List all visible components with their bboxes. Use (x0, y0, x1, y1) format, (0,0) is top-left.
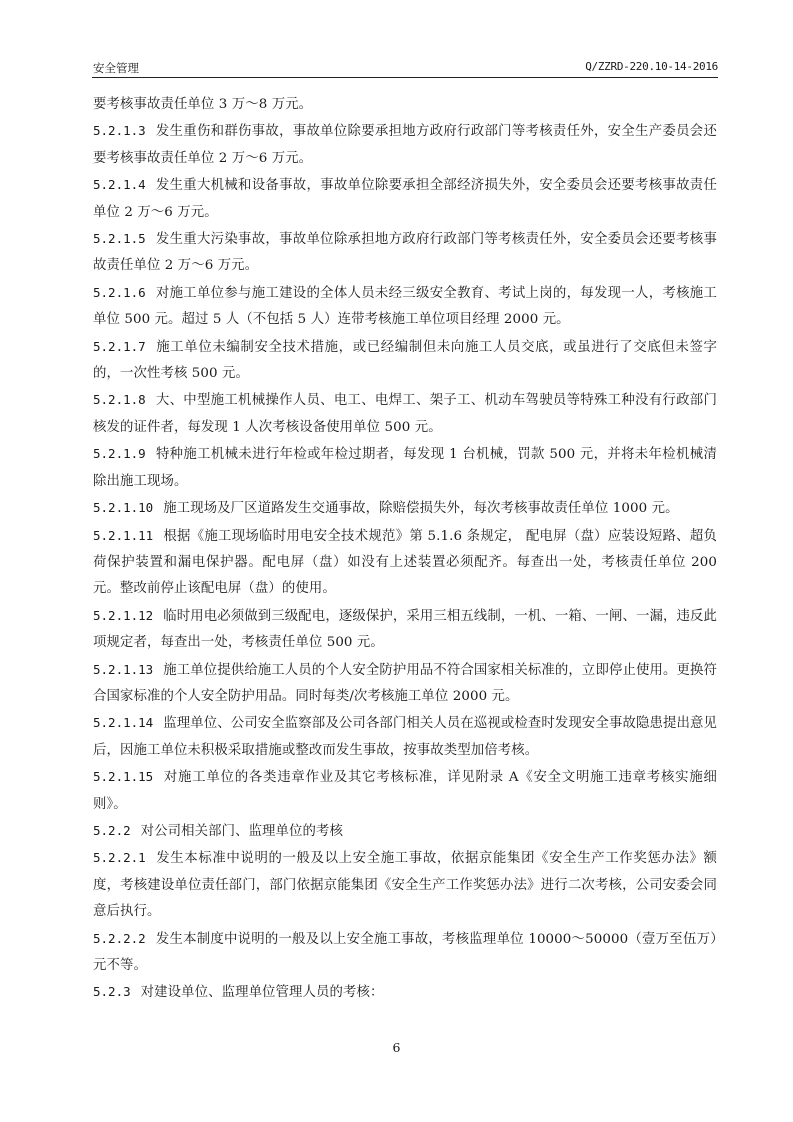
clause-5-2-1-10 (93, 495, 717, 522)
clause-number: 5.2.1.8 (93, 392, 146, 408)
clause-number: 5.2.1.15 (93, 769, 154, 785)
clause-text: 特种施工机械未进行年检或年检过期者，每发现 1 台机械，罚款 500 元，并将未年检机械清除出施工现场。 (93, 447, 717, 489)
clause-5-2-1-12 (93, 603, 717, 657)
clause-number: 5.2.1.14 (93, 715, 154, 731)
clause-text: 发生重大污染事故，事故单位除承担地方政府行政部门等考核责任外，安全委员会还要考核事故责任单位 2 万～6 万元。 (93, 232, 717, 274)
clause-5-2-1-5 (93, 226, 717, 280)
clause-text: 大、中型施工机械操作人员、电工、电焊工、架子工、机动车驾驶员等特殊工种没有行政部门核发的证件者，每发现 1 人次考核设备使用单位 500 元。 (93, 393, 717, 435)
clause-number: 5.2.2 (93, 822, 131, 838)
clause-number: 5.2.1.13 (93, 661, 154, 677)
clause-5-2-2-1 (93, 845, 717, 925)
clause-5-2-2 (93, 818, 717, 845)
clause-text: 施工单位未编制安全技术措施，或已经编制但未向施工人员交底，或虽进行了交底但未签字的，一次性考核 500 元。 (93, 339, 717, 382)
clause-number: 5.2.1.11 (93, 527, 154, 543)
clause-5-2-3 (93, 979, 717, 1006)
clause-text: 发生本制度中说明的一般及以上安全施工事故，考核监理单位 10000～50000（壹万至伍万）元不等。 (93, 931, 717, 973)
clause-number: 5.2.1.10 (93, 500, 154, 516)
clause-number: 5.2.3 (93, 984, 131, 1000)
clause-5-2-1-9 (93, 441, 717, 495)
clause-5-2-1-15 (93, 764, 717, 818)
clause-5-2-1-13 (93, 657, 717, 711)
clause-text: 对施工单位参与施工建设的全体人员未经三级安全教育、考试上岗的，每发现一人，考核施工单位 500 元。超过 5 人（不包括 5 人）连带考核施工单位项目经理 2000 元。 (93, 285, 717, 328)
clause-number: 5.2.1.9 (93, 446, 146, 462)
clause-number: 5.2.1.5 (93, 231, 146, 247)
clause-number: 5.2.1.7 (93, 338, 146, 354)
header-title: 安全管理 (93, 61, 139, 75)
clause-5-2-1-3 (93, 118, 717, 172)
page-number: 6 (392, 1040, 401, 1055)
clause-5-2-1-14 (93, 710, 717, 764)
clause-number: 5.2.1.4 (93, 177, 146, 193)
clause-number: 5.2.1.6 (93, 284, 146, 300)
clause-5-2-1-6 (93, 280, 717, 334)
clause-text: 发生本标准中说明的一般及以上安全施工事故，依据京能集团《安全生产工作奖惩办法》额度，考核建设单位责任部门，部门依据京能集团《安全生产工作奖惩办法》进行二次考核，公司安委会同意后执行。 (93, 851, 717, 920)
clause-text: 施工单位提供给施工人员的个人安全防护用品不符合国家相关标准的，立即停止使用。更换符合国家标准的个人安全防护用品。同时每类/次考核施工单位 2000 元。 (93, 662, 717, 704)
clause-text: 对施工单位的各类违章作业及其它考核标准，详见附录 A《安全文明施工违章考核实施细则》。 (93, 770, 717, 812)
clause-5-2-1-7 (93, 334, 717, 388)
clause-text: 发生重伤和群伤事故，事故单位除要承担地方政府行政部门等考核责任外，安全生产委员会还要考核事故责任单位 2 万～6 万元。 (93, 124, 717, 166)
clause-5-2-1-4 (93, 172, 717, 226)
clause-text: 对建设单位、监理单位管理人员的考核： (140, 985, 384, 1001)
clause-number: 5.2.1.3 (93, 123, 146, 139)
clause-text: 要考核事故责任单位 3 万～8 万元。 (93, 97, 313, 112)
clause-text: 根据《施工现场临时用电安全技术规范》第 5.1.6 条规定， 配电屏（盘）应装设短路、超负荷保护装置和漏电保护器。配电屏（盘）如没有上述装置必须配齐。每查出一处，考核责任单位 200 元。整改前停止该配电屏（盘）的使用。 (93, 528, 717, 597)
clause-text: 临时用电必须做到三级配电，逐级保护，采用三相五线制，一机、一箱、一闸、一漏，违反此项规定者，每查出一处，考核责任单位 500 元。 (93, 608, 717, 651)
clause-text: 监理单位、公司安全监察部及公司各部门相关人员在巡视或检查时发现安全事故隐患提出意见后，因施工单位未积极采取措施或整改而发生事故，按事故类型加倍考核。 (93, 716, 717, 758)
clause-number: 5.2.2.1 (93, 850, 146, 866)
clause-number: 5.2.1.12 (93, 607, 154, 623)
page-header (92, 59, 718, 78)
continuation-text (93, 92, 717, 118)
clause-5-2-2-2 (93, 926, 717, 980)
header-doc-code: Q/ZZRD-220.10-14-2016 (585, 60, 718, 73)
clause-text: 对公司相关部门、监理单位的考核 (140, 823, 343, 839)
clause-text: 施工现场及厂区道路发生交通事故，除赔偿损失外，每次考核事故责任单位 1000 元。 (163, 501, 679, 517)
clause-text: 发生重大机械和设备事故，事故单位除要承担全部经济损失外，安全委员会还要考核事故责任单位 2 万～6 万元。 (93, 178, 717, 220)
clause-5-2-1-8 (93, 387, 717, 441)
clause-5-2-1-11 (93, 523, 717, 603)
document-body (93, 92, 717, 1007)
clause-number: 5.2.2.2 (93, 930, 146, 946)
